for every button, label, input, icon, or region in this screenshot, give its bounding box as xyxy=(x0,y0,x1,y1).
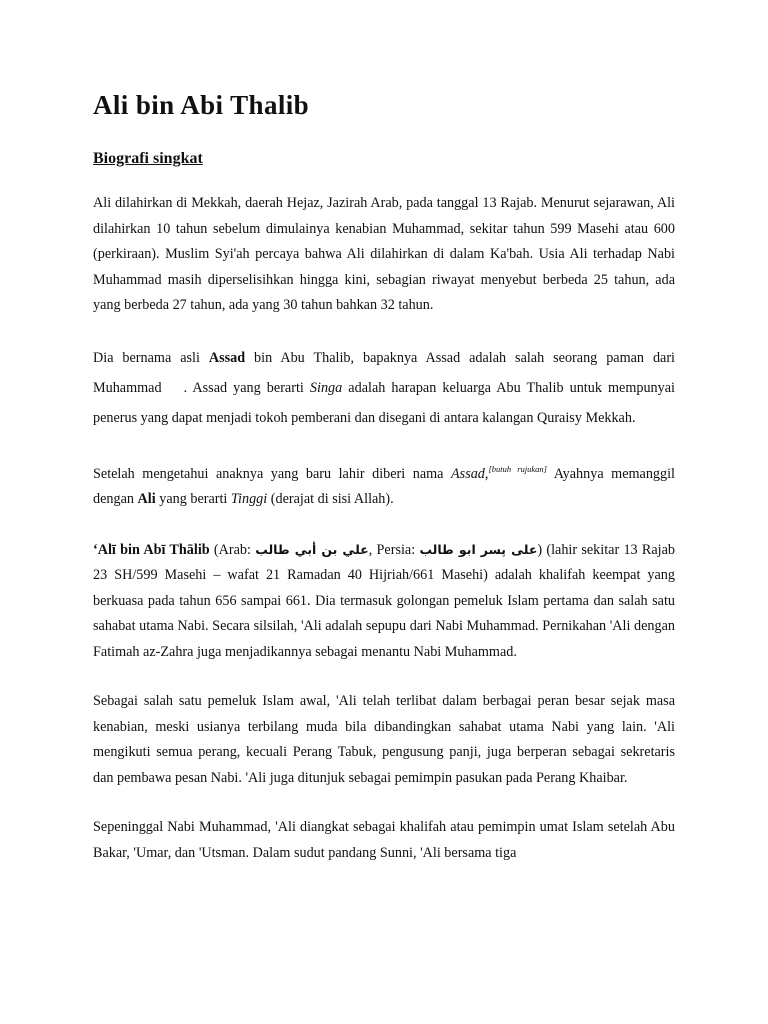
paragraph-nickname xyxy=(93,457,675,513)
text-run: Setelah mengetahui anaknya yang baru lahir diberi nama xyxy=(93,465,451,482)
paragraph-birth: Ali dilahirkan di Mekkah, daerah Hejaz, Jazirah Arab, pada tanggal 13 Rajab. Menurut sejarawan, Ali dilahirkan 10 tahun sebelum dimulainya kenabian Muhammad, sekitar tahun 599 Masehi atau 600 (perkiraan). Muslim Syi'ah percaya bahwa Ali dilahirkan di dalam Ka'bah. Usia Ali terhadap Nabi Muhammad masih diperselisihkan hingga kini, sebagian riwayat menyebut berbeda 25 tahun, ada yang berbeda 27 tahun, ada yang 30 tahun bahkan 32 tahun. xyxy=(93,195,675,313)
bold-name-assad: Assad xyxy=(208,349,246,366)
paragraph-name xyxy=(93,343,675,433)
text-run: ) (lahir sekitar 13 Rajab 23 SH/599 Masehi – wafat 21 Ramadan 40 Hijriah/661 Masehi) adalah khalifah keempat yang berkuasa pada tahun 656 sampai 661. Dia termasuk golongan pemeluk Islam pertama dan salah satu sahabat utama Nabi. Secara silsilah, 'Ali adalah sepupu dari Nabi Muhammad. Pernikahan 'Ali dengan Fatimah az-Zahra juga menjadikannya sebagai menantu Nabi Muhammad. xyxy=(93,541,675,660)
text-run: yang berarti xyxy=(155,491,231,507)
bold-full-name: ‘Alī bin Abī Thālib xyxy=(93,541,210,558)
text-run: , Persia: xyxy=(368,541,420,558)
section-heading: Biografi singkat xyxy=(93,150,203,167)
bold-ali: Ali xyxy=(137,491,156,507)
persian-name: علی پسر ابو طالب xyxy=(419,541,538,557)
text-run: , xyxy=(484,465,489,482)
paragraph-caliph xyxy=(93,537,675,666)
page-title: Ali bin Abi Thalib xyxy=(93,90,310,120)
italic-assad: Assad xyxy=(451,465,485,482)
text-run: (derajat di sisi Allah). xyxy=(267,491,394,507)
text-run: Ayahnya memanggil dengan xyxy=(93,465,675,507)
text-run: (Arab: xyxy=(209,541,256,558)
text-run: bin Abu Thalib, bapaknya Assad adalah salah seorang paman dari Muhammad xyxy=(93,349,676,396)
italic-singa: Singa xyxy=(309,379,343,396)
document-page xyxy=(93,85,675,866)
text-run: adalah harapan keluarga Abu Thalib untuk mempunyai penerus yang dapat menjadi tokoh pemberani dan disegani di antara kalangan Quraisy Mekkah. xyxy=(93,379,675,426)
text-run: . Assad yang berarti xyxy=(183,379,310,396)
citation-needed-link[interactable]: [butuh rujukan] xyxy=(488,463,547,474)
arabic-name: علي بن أبي طالب xyxy=(255,541,369,557)
paragraph-succession: Sepeninggal Nabi Muhammad, 'Ali diangkat sebagai khalifah atau pemimpin umat Islam setelah Abu Bakar, 'Umar, dan 'Utsman. Dalam sudut pandang Sunni, 'Ali bersama tiga xyxy=(93,819,675,861)
text-run: Dia bernama asli xyxy=(93,349,209,366)
paragraph-early-islam: Sebagai salah satu pemeluk Islam awal, 'Ali telah terlibat dalam berbagai peran besar sejak masa kenabian, meski usianya terbilang muda bila dibandingkan sahabat utama Nabi yang lain. 'Ali mengikuti semua perang, kecuali Perang Tabuk, pengusung panji, juga berperan sebagai sekretaris dan pembawa pesan Nabi. 'Ali juga ditunjuk sebagai pemimpin pasukan pada Perang Khaibar. xyxy=(93,693,675,786)
italic-tinggi: Tinggi xyxy=(230,491,268,507)
